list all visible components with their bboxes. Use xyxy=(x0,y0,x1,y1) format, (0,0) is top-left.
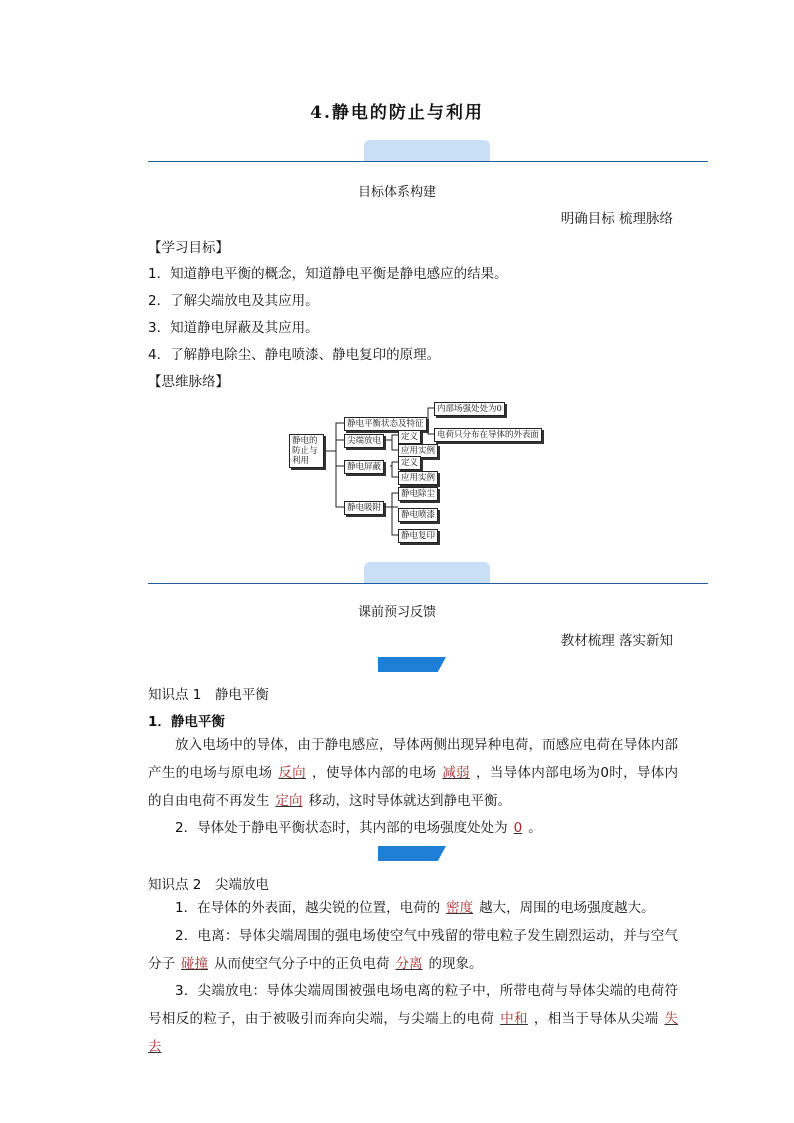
mind-node: 静电屏蔽 xyxy=(344,460,384,474)
subsection-title: 1．静电平衡 xyxy=(148,714,225,730)
goals-label: 【学习目标】 xyxy=(148,240,229,256)
mind-node: 静电复印 xyxy=(398,529,438,543)
mind-map xyxy=(280,398,570,548)
section-divider xyxy=(148,140,708,162)
mindmap-label: 【思维脉络】 xyxy=(148,374,229,390)
section-heading: 课前预习反馈 xyxy=(357,605,436,620)
mind-root: 静电的 防止与 利用 xyxy=(289,434,324,468)
fill-blank: 失去 xyxy=(148,1011,679,1055)
mind-node: 电荷只分布在导体的外表面 xyxy=(434,428,542,442)
fill-blank: 中和 xyxy=(500,1011,528,1027)
goal-item: 4．了解静电除尘、静电喷漆、静电复印的原理。 xyxy=(148,347,441,363)
section-divider xyxy=(148,562,708,584)
section-badge xyxy=(378,846,446,861)
mind-node: 定义 xyxy=(398,456,421,470)
mind-node: 静电喷漆 xyxy=(398,508,438,522)
mind-node: 应用实例 xyxy=(398,471,438,485)
paragraph: 2．电离：导体尖端周围的强电场使空气中残留的带电粒子发生剧烈运动，并与空气分子 碰撞 从而使空气分子中的正负电荷 分离 的现象。 xyxy=(148,928,678,972)
fill-blank: 0 xyxy=(513,820,523,836)
section-badge xyxy=(378,657,446,672)
goal-item: 2．了解尖端放电及其应用。 xyxy=(148,293,319,309)
page-title: 4.静电的防止与利用 xyxy=(310,103,484,123)
mind-node: 内部场强处处为0 xyxy=(434,402,505,416)
paragraph: 3．尖端放电：导体尖端周围被强电场电离的粒子中，所带电荷与导体尖端的电荷符号相反的粒子，由于被吸引而奔向尖端，与尖端上的电荷 中和 ，相当于导体从尖端 失去 xyxy=(148,983,679,1055)
mind-node: 定义 xyxy=(398,430,421,444)
paragraph: 放入电场中的导体，由于静电感应，导体两侧出现异种电荷，而感应电荷在导体内部产生的电场与原电场 反向 ，使导体内部的电场 减弱 ，当导体内部电场为0时，导体内的自由电荷不再发生 定向 移动，这时导体就达到静电平衡。 xyxy=(148,737,679,809)
fill-blank: 定向 xyxy=(275,793,303,809)
mind-node: 静电除尘 xyxy=(398,487,438,501)
fill-blank: 碰撞 xyxy=(181,956,208,972)
goal-item: 1．知道静电平衡的概念，知道静电平衡是静电感应的结果。 xyxy=(148,266,508,282)
knowledge-point-title: 知识点 2 尖端放电 xyxy=(148,877,269,893)
paragraph: 1．在导体的外表面，越尖锐的位置，电荷的 密度 越大，周围的电场强度越大。 xyxy=(175,900,655,916)
mind-node: 应用实例 xyxy=(398,444,438,458)
fill-blank: 反向 xyxy=(278,765,306,781)
fill-blank: 分离 xyxy=(395,956,423,972)
section-subheading: 明确目标 梳理脉络 xyxy=(560,211,673,227)
fill-blank: 减弱 xyxy=(442,765,470,781)
mind-node: 静电吸附 xyxy=(344,501,384,515)
knowledge-point-title: 知识点 1 静电平衡 xyxy=(148,687,269,703)
section-subheading: 教材梳理 落实新知 xyxy=(560,633,673,649)
goal-item: 3．知道静电屏蔽及其应用。 xyxy=(148,320,319,336)
mind-node: 尖端放电 xyxy=(344,434,384,448)
mind-node: 静电平衡状态及特征 xyxy=(344,417,427,431)
fill-blank: 密度 xyxy=(446,900,474,916)
section-heading: 目标体系构建 xyxy=(357,185,436,200)
paragraph: 2．导体处于静电平衡状态时，其内部的电场强度处处为 0 。 xyxy=(175,820,542,836)
